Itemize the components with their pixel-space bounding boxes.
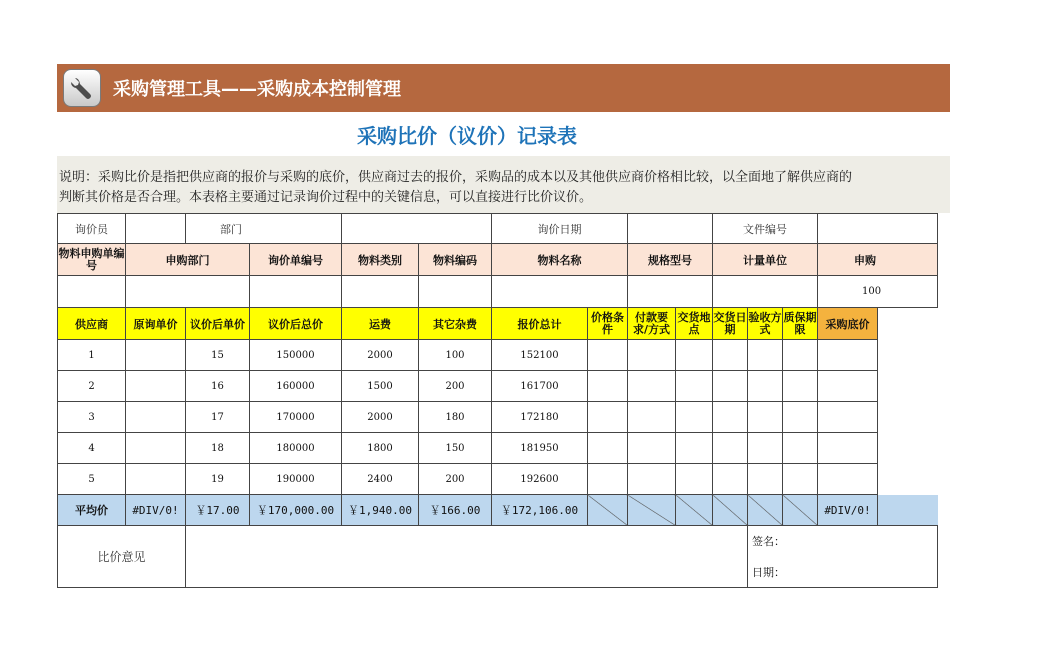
supplier-header-row <box>58 308 938 340</box>
delivery-place-cell[interactable] <box>676 340 713 371</box>
supplier-id-cell[interactable]: 3 <box>58 402 126 433</box>
negotiated-total-cell[interactable]: 170000 <box>250 402 342 433</box>
freight-cell[interactable]: 2000 <box>342 402 419 433</box>
freight-cell[interactable]: 1500 <box>342 371 419 402</box>
supplier-rows <box>58 340 938 495</box>
inquiry-no-value[interactable] <box>250 276 342 308</box>
request-no-header: 物料申购单编号 <box>58 244 126 276</box>
freight-cell[interactable]: 2000 <box>342 340 419 371</box>
average-price-terms-na <box>588 495 628 526</box>
description-box <box>57 156 950 213</box>
payment-cell[interactable] <box>628 402 676 433</box>
comparison-table-wrapper <box>57 213 882 590</box>
request-no-value[interactable] <box>58 276 126 308</box>
request-qty-header: 申购 <box>818 244 938 276</box>
negotiated-total-cell[interactable]: 160000 <box>250 371 342 402</box>
acceptance-cell[interactable] <box>748 402 783 433</box>
warranty-cell[interactable] <box>783 371 818 402</box>
orig-price-cell[interactable] <box>126 433 186 464</box>
warranty-cell[interactable] <box>783 340 818 371</box>
description-line-1: 说明：采购比价是指把供应商的报价与采购的底价，供应商过去的报价，采购品的成本以及其他供应商价格相比较，以全面地了解供应商的 <box>59 170 853 185</box>
supplier-id-cell[interactable]: 5 <box>58 464 126 495</box>
info-row <box>58 214 938 244</box>
orig-price-header: 原询单价 <box>126 308 186 340</box>
description-line-2: 判断其价格是否合理。本表格主要通过记录询价过程中的关键信息，可以直接进行比价议价。 <box>59 190 593 205</box>
supplier-row <box>58 371 938 402</box>
floor-price-cell[interactable] <box>818 402 878 433</box>
negotiated-total-cell[interactable]: 180000 <box>250 433 342 464</box>
average-acceptance-na <box>748 495 783 526</box>
misc-fee-cell[interactable]: 100 <box>419 340 492 371</box>
material-name-header: 物料名称 <box>492 244 628 276</box>
orig-price-cell[interactable] <box>126 340 186 371</box>
negotiated-unit-cell[interactable]: 19 <box>186 464 250 495</box>
material-type-header: 物料类别 <box>342 244 419 276</box>
negotiated-unit-cell[interactable]: 16 <box>186 371 250 402</box>
supplier-row <box>58 464 938 495</box>
acceptance-header: 验收方式 <box>748 308 783 340</box>
acceptance-cell[interactable] <box>748 340 783 371</box>
acceptance-cell[interactable] <box>748 464 783 495</box>
payment-header: 付款要求/方式 <box>628 308 676 340</box>
overflow-cell <box>878 308 938 340</box>
negotiated-total-header: 议价后总价 <box>250 308 342 340</box>
request-dept-value[interactable] <box>126 276 250 308</box>
sign-label: 签名： <box>748 526 938 557</box>
supplier-row <box>58 340 938 371</box>
negotiated-unit-cell[interactable]: 15 <box>186 340 250 371</box>
supplier-id-cell[interactable]: 2 <box>58 371 126 402</box>
average-orig-price: #DIV/0! <box>126 495 186 526</box>
average-delivery-date-na <box>713 495 748 526</box>
negotiated-unit-header: 议价后单价 <box>186 308 250 340</box>
material-type-value[interactable] <box>342 276 419 308</box>
opinion-value[interactable] <box>186 526 748 588</box>
price-terms-cell[interactable] <box>588 340 628 371</box>
supplier-id-cell[interactable]: 1 <box>58 340 126 371</box>
opinion-row-1 <box>58 526 938 557</box>
dept-value[interactable] <box>342 214 492 244</box>
delivery-place-cell[interactable] <box>676 433 713 464</box>
floor-price-cell[interactable] <box>818 464 878 495</box>
date-label: 日期： <box>748 557 938 588</box>
orig-price-cell[interactable] <box>126 402 186 433</box>
negotiated-total-cell[interactable]: 190000 <box>250 464 342 495</box>
warranty-cell[interactable] <box>783 433 818 464</box>
quote-total-cell[interactable]: 181950 <box>492 433 588 464</box>
overflow-cell <box>878 495 938 526</box>
warranty-header: 质保期限 <box>783 308 818 340</box>
floor-price-cell[interactable] <box>818 340 878 371</box>
delivery-date-header: 交货日期 <box>713 308 748 340</box>
misc-fee-cell[interactable]: 180 <box>419 402 492 433</box>
warranty-cell[interactable] <box>783 402 818 433</box>
average-floor-price: #DIV/0! <box>818 495 878 526</box>
wrench-icon <box>63 69 101 107</box>
delivery-place-cell[interactable] <box>676 464 713 495</box>
delivery-date-cell[interactable] <box>713 464 748 495</box>
inquirer-label: 询价员 <box>58 214 126 244</box>
material-code-header: 物料编码 <box>419 244 492 276</box>
dept-label: 部门 <box>186 214 342 244</box>
average-payment-na <box>628 495 676 526</box>
request-value-row <box>58 276 938 308</box>
request-header-row <box>58 244 938 276</box>
payment-cell[interactable] <box>628 433 676 464</box>
opinion-label: 比价意见 <box>58 526 186 588</box>
average-label: 平均价 <box>58 495 126 526</box>
misc-fee-cell[interactable]: 200 <box>419 464 492 495</box>
unit-header: 计量单位 <box>713 244 818 276</box>
request-dept-header: 申购部门 <box>126 244 250 276</box>
overflow-cell <box>878 340 938 371</box>
delivery-place-cell[interactable] <box>676 371 713 402</box>
average-misc: ￥166.00 <box>419 495 492 526</box>
price-terms-header: 价格条件 <box>588 308 628 340</box>
overflow-cell <box>878 371 938 402</box>
acceptance-cell[interactable] <box>748 433 783 464</box>
average-unit-price: ￥17.00 <box>186 495 250 526</box>
supplier-row <box>58 402 938 433</box>
header-banner <box>57 64 950 112</box>
average-total: ￥170,000.00 <box>250 495 342 526</box>
price-terms-cell[interactable] <box>588 464 628 495</box>
supplier-id-cell[interactable]: 4 <box>58 433 126 464</box>
payment-cell[interactable] <box>628 371 676 402</box>
overflow-cell <box>878 402 938 433</box>
material-code-value[interactable] <box>419 276 492 308</box>
inquiry-date-value[interactable] <box>628 214 713 244</box>
quote-total-cell[interactable]: 161700 <box>492 371 588 402</box>
price-terms-cell[interactable] <box>588 433 628 464</box>
negotiated-unit-cell[interactable]: 17 <box>186 402 250 433</box>
price-terms-cell[interactable] <box>588 371 628 402</box>
quote-total-cell[interactable]: 172180 <box>492 402 588 433</box>
overflow-cell <box>878 433 938 464</box>
supplier-row <box>58 433 938 464</box>
floor-price-cell[interactable] <box>818 433 878 464</box>
misc-fee-cell[interactable]: 200 <box>419 371 492 402</box>
negotiated-unit-cell[interactable]: 18 <box>186 433 250 464</box>
supplier-header: 供应商 <box>58 308 126 340</box>
file-no-label: 文件编号 <box>713 214 818 244</box>
inquirer-value[interactable] <box>126 214 186 244</box>
overflow-cell <box>878 464 938 495</box>
delivery-date-cell[interactable] <box>713 433 748 464</box>
negotiated-total-cell[interactable]: 150000 <box>250 340 342 371</box>
price-terms-cell[interactable] <box>588 402 628 433</box>
average-row <box>58 495 938 526</box>
delivery-date-cell[interactable] <box>713 402 748 433</box>
spec-header: 规格型号 <box>628 244 713 276</box>
quote-total-header: 报价总计 <box>492 308 588 340</box>
average-warranty-na <box>783 495 818 526</box>
floor-price-cell[interactable] <box>818 371 878 402</box>
unit-value[interactable] <box>713 276 818 308</box>
warranty-cell[interactable] <box>783 464 818 495</box>
delivery-date-cell[interactable] <box>713 371 748 402</box>
orig-price-cell[interactable] <box>126 464 186 495</box>
file-no-value[interactable] <box>818 214 938 244</box>
comparison-table <box>57 213 938 588</box>
freight-header: 运费 <box>342 308 419 340</box>
inquiry-no-header: 询价单编号 <box>250 244 342 276</box>
floor-price-header: 采购底价 <box>818 308 878 340</box>
delivery-place-cell[interactable] <box>676 402 713 433</box>
misc-fee-header: 其它杂费 <box>419 308 492 340</box>
delivery-place-header: 交货地点 <box>676 308 713 340</box>
header-title: 采购管理工具——采购成本控制管理 <box>113 79 401 100</box>
description-text <box>59 168 1059 208</box>
payment-cell[interactable] <box>628 464 676 495</box>
average-delivery-place-na <box>676 495 713 526</box>
document-title: 采购比价（议价）记录表 <box>357 124 577 148</box>
orig-price-cell[interactable] <box>126 371 186 402</box>
material-name-value[interactable] <box>492 276 628 308</box>
freight-cell[interactable]: 2400 <box>342 464 419 495</box>
freight-cell[interactable]: 1800 <box>342 433 419 464</box>
quote-total-cell[interactable]: 192600 <box>492 464 588 495</box>
misc-fee-cell[interactable]: 150 <box>419 433 492 464</box>
inquiry-date-label: 询价日期 <box>492 214 628 244</box>
payment-cell[interactable] <box>628 340 676 371</box>
acceptance-cell[interactable] <box>748 371 783 402</box>
quote-total-cell[interactable]: 152100 <box>492 340 588 371</box>
average-quote-total: ￥172,106.00 <box>492 495 588 526</box>
average-freight: ￥1,940.00 <box>342 495 419 526</box>
request-qty-value[interactable]: 100 <box>818 276 938 308</box>
spec-value[interactable] <box>628 276 713 308</box>
delivery-date-cell[interactable] <box>713 340 748 371</box>
